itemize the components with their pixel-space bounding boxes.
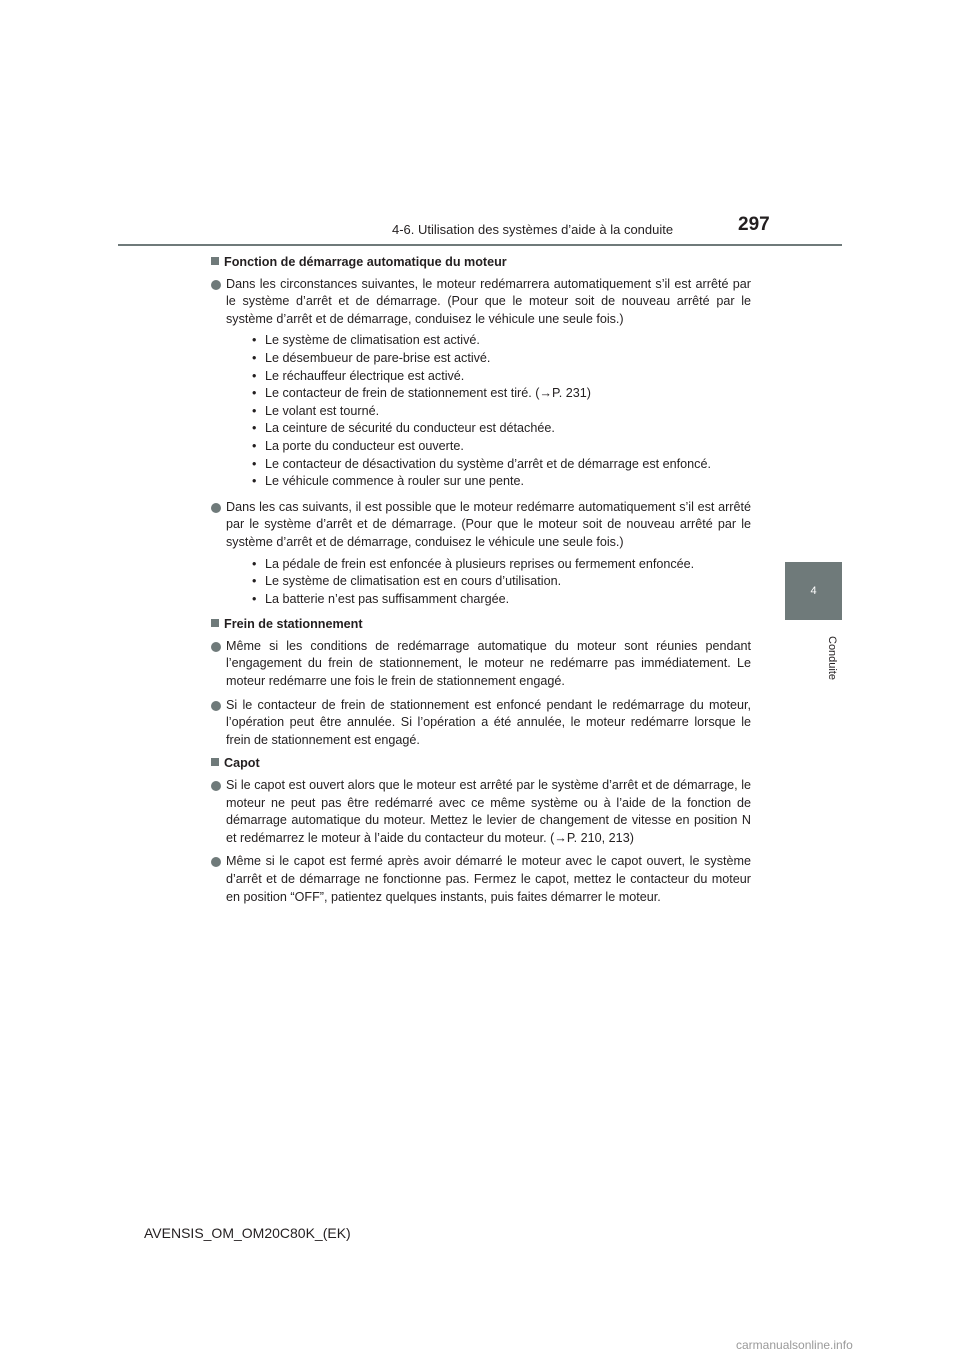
header-section-title: 4-6. Utilisation des systèmes d’aide à la conduite: [392, 222, 674, 237]
section-parking-brake: [211, 616, 751, 749]
section-title: [211, 254, 751, 272]
list-item: • Le contacteur de désactivation du système d’arrêt et de démarrage est enfoncé.: [252, 456, 711, 471]
list-item: • Le réchauffeur électrique est activé.: [252, 368, 465, 383]
page-content: [211, 254, 751, 912]
section-title-text: Fonction de démarrage automatique du moteur: [224, 255, 507, 269]
paragraph: [211, 276, 751, 493]
paragraph-text: Si le contacteur de frein de stationnement est enfoncé pendant le redémarrage du moteur, l’opération peut être annulée. Si l’opération a été annulée, le moteur redémarre lorsque le frein de stationnement est engagé.: [226, 697, 751, 747]
list-item: • Le système de climatisation est en cours d’utilisation.: [252, 574, 562, 589]
section-title: [211, 755, 751, 773]
paragraph-text: Même si le capot est fermé après avoir démarré le moteur avec le capot ouvert, le système d’arrêt et de démarrage ne fonctionne pas. Fermez le capot, mettez le contacteur du moteur en position “OFF”, patientez quelques instants, puis faites démarrer le moteur.: [226, 854, 751, 904]
section-title: [211, 616, 751, 634]
page-number: 297: [738, 214, 770, 235]
document-code: AVENSIS_OM_OM20C80K_(EK): [144, 1225, 351, 1241]
section-auto-restart: [211, 254, 751, 610]
list-item: • Le véhicule commence à rouler sur une pente.: [252, 474, 525, 489]
circle-bullet-icon: [211, 701, 221, 711]
list-item: • Le désembueur de pare-brise est activé.: [252, 350, 491, 365]
paragraph-text: Dans les circonstances suivantes, le moteur redémarrera automatiquement s’il est arrêté par le système d’arrêt et de démarrage. (Pour que le moteur soit de nouveau arrêté par le système d’arrêt et de démarrage, conduisez le véhicule une seule fois.): [226, 276, 751, 326]
paragraph: [211, 777, 751, 847]
list-item: • La porte du conducteur est ouverte.: [252, 438, 464, 453]
circle-bullet-icon: [211, 280, 221, 290]
circle-bullet-icon: [211, 503, 221, 513]
section-title-text: Capot: [224, 756, 260, 771]
list-item: • Le contacteur de frein de stationnement est tiré. (→P. 231): [252, 386, 591, 401]
paragraph-text: Même si les conditions de redémarrage automatique du moteur sont réunies pendant l’engagement du frein de stationnement, le moteur ne redémarre pas immédiatement. Le moteur redémarre une fois le frein de stationnement engagé.: [226, 638, 751, 689]
header-divider: [118, 244, 842, 246]
paragraph: [211, 697, 751, 750]
paragraph: [211, 638, 751, 691]
section-hood: [211, 755, 751, 906]
watermark: carmanualsonline.info: [736, 1338, 853, 1352]
list-item: • Le système de climatisation est activé.: [252, 333, 480, 348]
section-title-text: Frein de stationnement: [224, 617, 363, 632]
list-item: • La batterie n’est pas suffisamment chargée.: [252, 591, 510, 606]
square-bullet-icon: [211, 257, 219, 265]
list-item: • La pédale de frein est enfoncée à plusieurs reprises ou fermement enfoncée.: [252, 556, 695, 571]
list-item: • Le volant est tourné.: [252, 403, 380, 418]
list-item: • La ceinture de sécurité du conducteur est détachée.: [252, 421, 555, 436]
circle-bullet-icon: [211, 642, 221, 652]
circle-bullet-icon: [211, 781, 221, 791]
chapter-tab: [785, 562, 842, 620]
sub-list: [252, 332, 751, 490]
paragraph: [211, 499, 751, 611]
paragraph: [211, 853, 751, 906]
paragraph-text: Dans les cas suivants, il est possible que le moteur redémarre automatiquement s’il est arrêté par le système d’arrêt et de démarrage. (Pour que le moteur soit de nouveau arrêté par le système d’arrêt et de démarrage, conduisez le véhicule une seule fois.): [226, 499, 751, 549]
paragraph-text: Si le capot est ouvert alors que le moteur est arrêté par le système d’arrêt et de démarrage, le moteur ne peut pas être redémarré avec ce même système ou à l’aide de la fonction de démarrage automatique du moteur. Mettez le levier de changement de vitesse en position N et redémarrez le moteur à l’aide du contacteur du moteur. (→P. 210, 213): [226, 778, 751, 845]
chapter-label: Conduite: [826, 635, 838, 681]
chapter-number: 4: [810, 585, 817, 597]
circle-bullet-icon: [211, 857, 221, 867]
square-bullet-icon: [211, 619, 219, 627]
square-bullet-icon: [211, 758, 219, 766]
sub-list: [252, 556, 751, 609]
